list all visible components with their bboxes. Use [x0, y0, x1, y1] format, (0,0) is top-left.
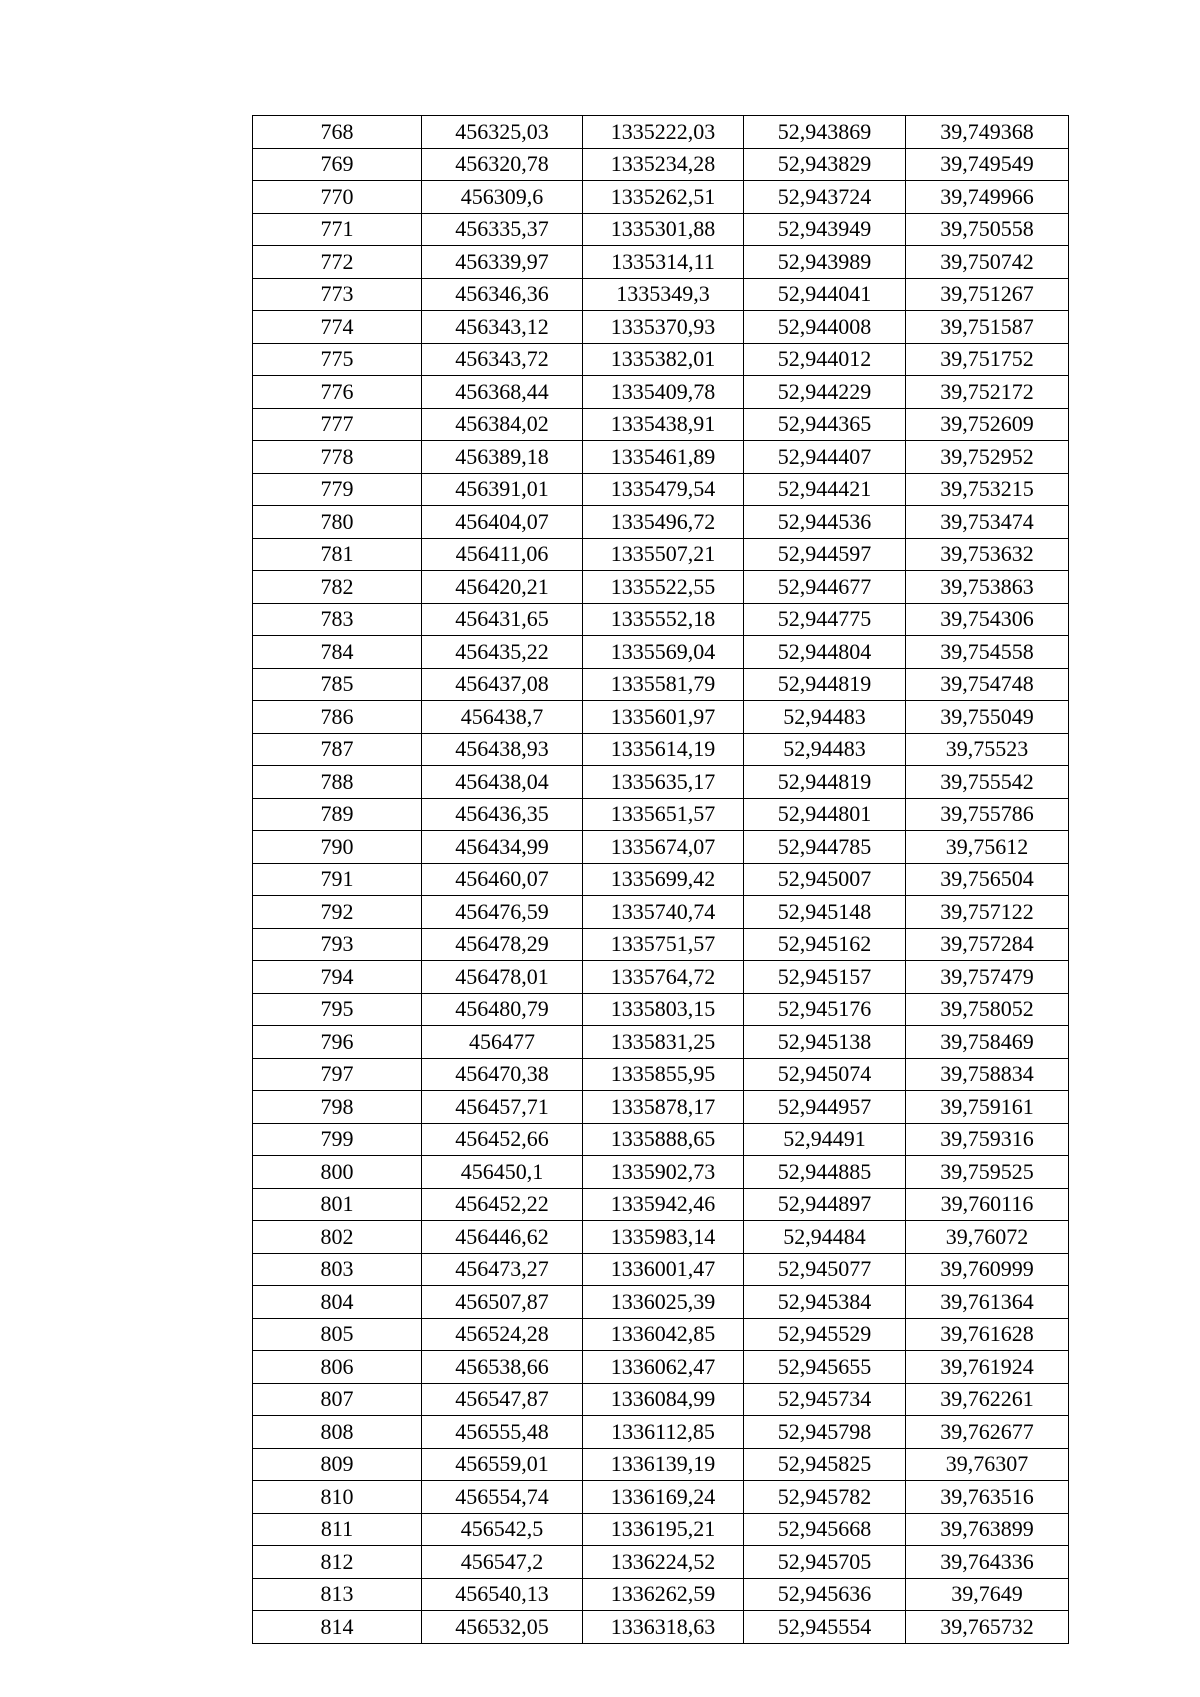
- coord-x-cell: 456477: [422, 1026, 583, 1059]
- coord-y-cell: 1335479,54: [583, 473, 744, 506]
- latitude-cell: 52,944819: [744, 766, 906, 799]
- latitude-cell: 52,943724: [744, 181, 906, 214]
- point-number-cell: 810: [253, 1481, 422, 1514]
- point-number-cell: 797: [253, 1058, 422, 1091]
- table-row: [253, 928, 1069, 961]
- table-row: [253, 181, 1069, 214]
- coord-y-cell: 1335699,42: [583, 863, 744, 896]
- coord-x-cell: 456389,18: [422, 441, 583, 474]
- coord-x-cell: 456452,66: [422, 1123, 583, 1156]
- coord-x-cell: 456478,29: [422, 928, 583, 961]
- point-number-cell: 778: [253, 441, 422, 474]
- point-number-cell: 784: [253, 636, 422, 669]
- longitude-cell: 39,763516: [906, 1481, 1069, 1514]
- coord-x-cell: 456507,87: [422, 1286, 583, 1319]
- latitude-cell: 52,943989: [744, 246, 906, 279]
- longitude-cell: 39,754306: [906, 603, 1069, 636]
- coord-x-cell: 456547,2: [422, 1546, 583, 1579]
- point-number-cell: 782: [253, 571, 422, 604]
- longitude-cell: 39,750742: [906, 246, 1069, 279]
- point-number-cell: 814: [253, 1611, 422, 1644]
- point-number-cell: 773: [253, 278, 422, 311]
- coord-y-cell: 1335496,72: [583, 506, 744, 539]
- latitude-cell: 52,945077: [744, 1253, 906, 1286]
- coord-y-cell: 1335552,18: [583, 603, 744, 636]
- longitude-cell: 39,75612: [906, 831, 1069, 864]
- point-number-cell: 783: [253, 603, 422, 636]
- point-number-cell: 779: [253, 473, 422, 506]
- point-number-cell: 768: [253, 116, 422, 149]
- coord-x-cell: 456434,99: [422, 831, 583, 864]
- latitude-cell: 52,945384: [744, 1286, 906, 1319]
- coord-y-cell: 1335831,25: [583, 1026, 744, 1059]
- latitude-cell: 52,944804: [744, 636, 906, 669]
- latitude-cell: 52,945138: [744, 1026, 906, 1059]
- longitude-cell: 39,754748: [906, 668, 1069, 701]
- point-number-cell: 793: [253, 928, 422, 961]
- table-row: [253, 1026, 1069, 1059]
- point-number-cell: 776: [253, 376, 422, 409]
- latitude-cell: 52,945554: [744, 1611, 906, 1644]
- coord-y-cell: 1336084,99: [583, 1383, 744, 1416]
- longitude-cell: 39,753474: [906, 506, 1069, 539]
- latitude-cell: 52,944597: [744, 538, 906, 571]
- coord-x-cell: 456554,74: [422, 1481, 583, 1514]
- point-number-cell: 788: [253, 766, 422, 799]
- latitude-cell: 52,94483: [744, 733, 906, 766]
- point-number-cell: 789: [253, 798, 422, 831]
- latitude-cell: 52,944801: [744, 798, 906, 831]
- coord-x-cell: 456470,38: [422, 1058, 583, 1091]
- table-row: [253, 798, 1069, 831]
- longitude-cell: 39,760116: [906, 1188, 1069, 1221]
- point-number-cell: 805: [253, 1318, 422, 1351]
- latitude-cell: 52,944012: [744, 343, 906, 376]
- longitude-cell: 39,761924: [906, 1351, 1069, 1384]
- table-row: [253, 311, 1069, 344]
- coord-x-cell: 456343,12: [422, 311, 583, 344]
- table-row: [253, 278, 1069, 311]
- point-number-cell: 801: [253, 1188, 422, 1221]
- longitude-cell: 39,765732: [906, 1611, 1069, 1644]
- latitude-cell: 52,945157: [744, 961, 906, 994]
- coord-x-cell: 456343,72: [422, 343, 583, 376]
- longitude-cell: 39,759161: [906, 1091, 1069, 1124]
- coord-x-cell: 456476,59: [422, 896, 583, 929]
- longitude-cell: 39,752172: [906, 376, 1069, 409]
- point-number-cell: 807: [253, 1383, 422, 1416]
- latitude-cell: 52,945825: [744, 1448, 906, 1481]
- coord-x-cell: 456532,05: [422, 1611, 583, 1644]
- table-row: [253, 1286, 1069, 1319]
- latitude-cell: 52,94483: [744, 701, 906, 734]
- latitude-cell: 52,945074: [744, 1058, 906, 1091]
- latitude-cell: 52,945148: [744, 896, 906, 929]
- table-row: [253, 1318, 1069, 1351]
- table-row: [253, 1448, 1069, 1481]
- point-number-cell: 802: [253, 1221, 422, 1254]
- coord-y-cell: 1335370,93: [583, 311, 744, 344]
- coord-x-cell: 456438,93: [422, 733, 583, 766]
- latitude-cell: 52,945636: [744, 1578, 906, 1611]
- longitude-cell: 39,749549: [906, 148, 1069, 181]
- coord-x-cell: 456547,87: [422, 1383, 583, 1416]
- table-row: [253, 1058, 1069, 1091]
- coord-y-cell: 1335942,46: [583, 1188, 744, 1221]
- latitude-cell: 52,944897: [744, 1188, 906, 1221]
- table-row: [253, 1156, 1069, 1189]
- coord-x-cell: 456335,37: [422, 213, 583, 246]
- table-row: [253, 571, 1069, 604]
- longitude-cell: 39,753632: [906, 538, 1069, 571]
- longitude-cell: 39,762677: [906, 1416, 1069, 1449]
- table-row: [253, 636, 1069, 669]
- table-row: [253, 376, 1069, 409]
- longitude-cell: 39,750558: [906, 213, 1069, 246]
- point-number-cell: 769: [253, 148, 422, 181]
- coord-x-cell: 456404,07: [422, 506, 583, 539]
- point-number-cell: 796: [253, 1026, 422, 1059]
- coord-y-cell: 1335764,72: [583, 961, 744, 994]
- point-number-cell: 794: [253, 961, 422, 994]
- coord-x-cell: 456346,36: [422, 278, 583, 311]
- point-number-cell: 808: [253, 1416, 422, 1449]
- coord-x-cell: 456457,71: [422, 1091, 583, 1124]
- coord-y-cell: 1335740,74: [583, 896, 744, 929]
- table-row: [253, 116, 1069, 149]
- coord-y-cell: 1335262,51: [583, 181, 744, 214]
- latitude-cell: 52,944785: [744, 831, 906, 864]
- latitude-cell: 52,943829: [744, 148, 906, 181]
- point-number-cell: 798: [253, 1091, 422, 1124]
- point-number-cell: 813: [253, 1578, 422, 1611]
- point-number-cell: 790: [253, 831, 422, 864]
- coord-y-cell: 1336001,47: [583, 1253, 744, 1286]
- coord-y-cell: 1335888,65: [583, 1123, 744, 1156]
- table-row: [253, 1578, 1069, 1611]
- coord-y-cell: 1335409,78: [583, 376, 744, 409]
- coord-y-cell: 1335522,55: [583, 571, 744, 604]
- point-number-cell: 780: [253, 506, 422, 539]
- table-row: [253, 1351, 1069, 1384]
- longitude-cell: 39,757479: [906, 961, 1069, 994]
- longitude-cell: 39,757284: [906, 928, 1069, 961]
- coord-x-cell: 456524,28: [422, 1318, 583, 1351]
- coord-x-cell: 456446,62: [422, 1221, 583, 1254]
- table-row: [253, 603, 1069, 636]
- latitude-cell: 52,944819: [744, 668, 906, 701]
- longitude-cell: 39,756504: [906, 863, 1069, 896]
- coord-y-cell: 1335314,11: [583, 246, 744, 279]
- point-number-cell: 774: [253, 311, 422, 344]
- point-number-cell: 787: [253, 733, 422, 766]
- coord-y-cell: 1336262,59: [583, 1578, 744, 1611]
- point-number-cell: 786: [253, 701, 422, 734]
- longitude-cell: 39,76072: [906, 1221, 1069, 1254]
- coord-x-cell: 456478,01: [422, 961, 583, 994]
- coord-y-cell: 1336139,19: [583, 1448, 744, 1481]
- coord-y-cell: 1336318,63: [583, 1611, 744, 1644]
- coord-x-cell: 456555,48: [422, 1416, 583, 1449]
- table-row: [253, 896, 1069, 929]
- longitude-cell: 39,749966: [906, 181, 1069, 214]
- point-number-cell: 806: [253, 1351, 422, 1384]
- coord-y-cell: 1336042,85: [583, 1318, 744, 1351]
- table-row: [253, 408, 1069, 441]
- table-row: [253, 1546, 1069, 1579]
- table-row: [253, 1611, 1069, 1644]
- longitude-cell: 39,751587: [906, 311, 1069, 344]
- coord-x-cell: 456384,02: [422, 408, 583, 441]
- latitude-cell: 52,944885: [744, 1156, 906, 1189]
- point-number-cell: 770: [253, 181, 422, 214]
- longitude-cell: 39,76307: [906, 1448, 1069, 1481]
- coord-y-cell: 1335438,91: [583, 408, 744, 441]
- longitude-cell: 39,763899: [906, 1513, 1069, 1546]
- latitude-cell: 52,944677: [744, 571, 906, 604]
- longitude-cell: 39,752609: [906, 408, 1069, 441]
- longitude-cell: 39,755542: [906, 766, 1069, 799]
- latitude-cell: 52,945529: [744, 1318, 906, 1351]
- table-row: [253, 863, 1069, 896]
- longitude-cell: 39,758469: [906, 1026, 1069, 1059]
- coord-x-cell: 456480,79: [422, 993, 583, 1026]
- latitude-cell: 52,944957: [744, 1091, 906, 1124]
- longitude-cell: 39,751267: [906, 278, 1069, 311]
- point-number-cell: 809: [253, 1448, 422, 1481]
- coord-y-cell: 1335635,17: [583, 766, 744, 799]
- latitude-cell: 52,944407: [744, 441, 906, 474]
- longitude-cell: 39,759525: [906, 1156, 1069, 1189]
- longitude-cell: 39,764336: [906, 1546, 1069, 1579]
- table-row: [253, 213, 1069, 246]
- table-row: [253, 343, 1069, 376]
- latitude-cell: 52,944775: [744, 603, 906, 636]
- latitude-cell: 52,945655: [744, 1351, 906, 1384]
- point-number-cell: 795: [253, 993, 422, 1026]
- latitude-cell: 52,944365: [744, 408, 906, 441]
- point-number-cell: 781: [253, 538, 422, 571]
- coord-x-cell: 456540,13: [422, 1578, 583, 1611]
- coord-y-cell: 1335234,28: [583, 148, 744, 181]
- coord-x-cell: 456437,08: [422, 668, 583, 701]
- coord-y-cell: 1335651,57: [583, 798, 744, 831]
- table-row: [253, 538, 1069, 571]
- coord-y-cell: 1335902,73: [583, 1156, 744, 1189]
- table-row: [253, 1383, 1069, 1416]
- longitude-cell: 39,753215: [906, 473, 1069, 506]
- coord-x-cell: 456431,65: [422, 603, 583, 636]
- longitude-cell: 39,75523: [906, 733, 1069, 766]
- point-number-cell: 800: [253, 1156, 422, 1189]
- coord-y-cell: 1336112,85: [583, 1416, 744, 1449]
- table-row: [253, 506, 1069, 539]
- point-number-cell: 772: [253, 246, 422, 279]
- coord-y-cell: 1335569,04: [583, 636, 744, 669]
- coordinates-table-body: [253, 116, 1069, 1644]
- coord-x-cell: 456435,22: [422, 636, 583, 669]
- coord-x-cell: 456391,01: [422, 473, 583, 506]
- table-row: [253, 993, 1069, 1026]
- latitude-cell: 52,944421: [744, 473, 906, 506]
- table-row: [253, 1123, 1069, 1156]
- table-row: [253, 766, 1069, 799]
- point-number-cell: 803: [253, 1253, 422, 1286]
- latitude-cell: 52,945176: [744, 993, 906, 1026]
- latitude-cell: 52,945798: [744, 1416, 906, 1449]
- latitude-cell: 52,945782: [744, 1481, 906, 1514]
- longitude-cell: 39,751752: [906, 343, 1069, 376]
- coord-y-cell: 1336169,24: [583, 1481, 744, 1514]
- coord-y-cell: 1335674,07: [583, 831, 744, 864]
- coord-y-cell: 1335878,17: [583, 1091, 744, 1124]
- table-row: [253, 1091, 1069, 1124]
- longitude-cell: 39,761364: [906, 1286, 1069, 1319]
- table-row: [253, 668, 1069, 701]
- coord-y-cell: 1335601,97: [583, 701, 744, 734]
- point-number-cell: 811: [253, 1513, 422, 1546]
- coord-y-cell: 1335581,79: [583, 668, 744, 701]
- table-row: [253, 1481, 1069, 1514]
- table-row: [253, 1221, 1069, 1254]
- longitude-cell: 39,7649: [906, 1578, 1069, 1611]
- coord-y-cell: 1336062,47: [583, 1351, 744, 1384]
- table-row: [253, 831, 1069, 864]
- coord-x-cell: 456436,35: [422, 798, 583, 831]
- table-row: [253, 733, 1069, 766]
- point-number-cell: 791: [253, 863, 422, 896]
- coord-x-cell: 456542,5: [422, 1513, 583, 1546]
- coord-x-cell: 456309,6: [422, 181, 583, 214]
- table-row: [253, 1513, 1069, 1546]
- longitude-cell: 39,755049: [906, 701, 1069, 734]
- coord-x-cell: 456411,06: [422, 538, 583, 571]
- point-number-cell: 775: [253, 343, 422, 376]
- coord-y-cell: 1335614,19: [583, 733, 744, 766]
- point-number-cell: 799: [253, 1123, 422, 1156]
- longitude-cell: 39,759316: [906, 1123, 1069, 1156]
- coord-x-cell: 456368,44: [422, 376, 583, 409]
- latitude-cell: 52,945162: [744, 928, 906, 961]
- longitude-cell: 39,758834: [906, 1058, 1069, 1091]
- point-number-cell: 792: [253, 896, 422, 929]
- coord-x-cell: 456320,78: [422, 148, 583, 181]
- longitude-cell: 39,757122: [906, 896, 1069, 929]
- coord-y-cell: 1335803,15: [583, 993, 744, 1026]
- coord-y-cell: 1336025,39: [583, 1286, 744, 1319]
- latitude-cell: 52,944536: [744, 506, 906, 539]
- point-number-cell: 812: [253, 1546, 422, 1579]
- coord-x-cell: 456325,03: [422, 116, 583, 149]
- point-number-cell: 804: [253, 1286, 422, 1319]
- coord-y-cell: 1335461,89: [583, 441, 744, 474]
- coord-x-cell: 456452,22: [422, 1188, 583, 1221]
- latitude-cell: 52,945705: [744, 1546, 906, 1579]
- coord-y-cell: 1335983,14: [583, 1221, 744, 1254]
- coord-x-cell: 456438,04: [422, 766, 583, 799]
- coord-y-cell: 1335301,88: [583, 213, 744, 246]
- longitude-cell: 39,755786: [906, 798, 1069, 831]
- coord-y-cell: 1336195,21: [583, 1513, 744, 1546]
- longitude-cell: 39,762261: [906, 1383, 1069, 1416]
- table-row: [253, 148, 1069, 181]
- longitude-cell: 39,754558: [906, 636, 1069, 669]
- coord-y-cell: 1335507,21: [583, 538, 744, 571]
- coord-x-cell: 456420,21: [422, 571, 583, 604]
- latitude-cell: 52,944008: [744, 311, 906, 344]
- table-row: [253, 1188, 1069, 1221]
- longitude-cell: 39,758052: [906, 993, 1069, 1026]
- coord-x-cell: 456559,01: [422, 1448, 583, 1481]
- latitude-cell: 52,945668: [744, 1513, 906, 1546]
- longitude-cell: 39,761628: [906, 1318, 1069, 1351]
- table-row: [253, 473, 1069, 506]
- coord-x-cell: 456450,1: [422, 1156, 583, 1189]
- table-row: [253, 246, 1069, 279]
- longitude-cell: 39,760999: [906, 1253, 1069, 1286]
- latitude-cell: 52,943949: [744, 213, 906, 246]
- longitude-cell: 39,752952: [906, 441, 1069, 474]
- table-row: [253, 701, 1069, 734]
- latitude-cell: 52,94491: [744, 1123, 906, 1156]
- longitude-cell: 39,753863: [906, 571, 1069, 604]
- table-row: [253, 961, 1069, 994]
- coordinates-table: [252, 115, 1069, 1644]
- latitude-cell: 52,943869: [744, 116, 906, 149]
- table-row: [253, 1253, 1069, 1286]
- point-number-cell: 785: [253, 668, 422, 701]
- coord-y-cell: 1336224,52: [583, 1546, 744, 1579]
- coord-y-cell: 1335382,01: [583, 343, 744, 376]
- point-number-cell: 777: [253, 408, 422, 441]
- coord-x-cell: 456438,7: [422, 701, 583, 734]
- coord-y-cell: 1335855,95: [583, 1058, 744, 1091]
- table-row: [253, 441, 1069, 474]
- coord-x-cell: 456339,97: [422, 246, 583, 279]
- latitude-cell: 52,945007: [744, 863, 906, 896]
- latitude-cell: 52,944041: [744, 278, 906, 311]
- latitude-cell: 52,945734: [744, 1383, 906, 1416]
- latitude-cell: 52,94484: [744, 1221, 906, 1254]
- coord-x-cell: 456473,27: [422, 1253, 583, 1286]
- coord-y-cell: 1335349,3: [583, 278, 744, 311]
- coord-x-cell: 456538,66: [422, 1351, 583, 1384]
- longitude-cell: 39,749368: [906, 116, 1069, 149]
- latitude-cell: 52,944229: [744, 376, 906, 409]
- coord-x-cell: 456460,07: [422, 863, 583, 896]
- coord-y-cell: 1335751,57: [583, 928, 744, 961]
- point-number-cell: 771: [253, 213, 422, 246]
- coord-y-cell: 1335222,03: [583, 116, 744, 149]
- table-row: [253, 1416, 1069, 1449]
